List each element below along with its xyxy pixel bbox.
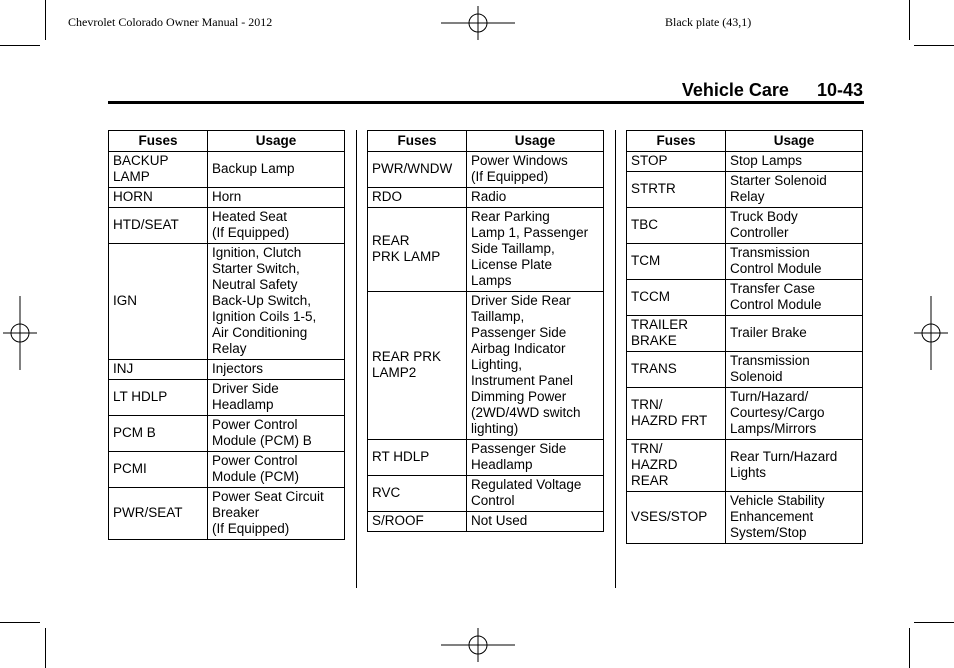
fuse-usage: Backup Lamp (208, 152, 345, 188)
fuse-usage: Rear Turn/Hazard Lights (726, 440, 863, 492)
fuses-column-header: Fuses (109, 131, 208, 152)
fuse-usage: Passenger Side Headlamp (467, 440, 604, 476)
fuse-name: RDO (368, 188, 467, 208)
table-header-row (368, 131, 604, 152)
fuse-name: HTD/SEAT (109, 208, 208, 244)
table-row (109, 244, 345, 360)
fuse-name: STRTR (627, 172, 726, 208)
table-row (627, 316, 863, 352)
table-row (627, 492, 863, 544)
fuse-usage: Horn (208, 188, 345, 208)
crop-mark-top-left-h (0, 45, 40, 46)
fuse-name: TRAILER BRAKE (627, 316, 726, 352)
fuse-usage: Trailer Brake (726, 316, 863, 352)
fuses-column-header: Fuses (368, 131, 467, 152)
fuse-name: PCMI (109, 452, 208, 488)
fuse-name: REAR PRK LAMP (368, 208, 467, 292)
fuse-usage: Truck Body Controller (726, 208, 863, 244)
manual-title: Chevrolet Colorado Owner Manual - 2012 (68, 15, 273, 29)
table-row (109, 380, 345, 416)
table-row (368, 476, 604, 512)
fuse-usage: Ignition, Clutch Starter Switch, Neutral Safety Back-Up Switch, Ignition Coils 1-5, Air Conditioning Relay (208, 244, 345, 360)
table-row (109, 152, 345, 188)
table-row (109, 360, 345, 380)
crop-mark-bottom-right-h (914, 622, 954, 623)
usage-column-header: Usage (467, 131, 604, 152)
fuse-table-3 (626, 130, 863, 544)
crop-mark-top-right-h (914, 45, 954, 46)
page-number: 10-43 (816, 80, 863, 100)
fuse-usage: Power Control Module (PCM) B (208, 416, 345, 452)
fuse-name: TCM (627, 244, 726, 280)
fuse-name: TBC (627, 208, 726, 244)
table-row (368, 292, 604, 440)
crop-mark-top-right-v (909, 0, 910, 40)
fuse-usage: Driver Side Rear Taillamp, Passenger Side Airbag Indicator Lighting, Instrument Panel Dimming Power (2WD/4WD switch lighting) (467, 292, 604, 440)
fuse-usage: Turn/Hazard/ Courtesy/Cargo Lamps/Mirrors (726, 388, 863, 440)
fuse-usage: Driver Side Headlamp (208, 380, 345, 416)
fuse-usage: Regulated Voltage Control (467, 476, 604, 512)
table-row (627, 208, 863, 244)
fuse-name: PWR/SEAT (109, 488, 208, 540)
fuse-usage: Power Windows (If Equipped) (467, 152, 604, 188)
crop-mark-bottom-left-v (45, 628, 46, 668)
fuse-name: TRN/ HAZRD FRT (627, 388, 726, 440)
fuse-usage: Transfer Case Control Module (726, 280, 863, 316)
table-row (627, 244, 863, 280)
fuse-usage: Starter Solenoid Relay (726, 172, 863, 208)
column-divider-1 (356, 130, 357, 588)
fuse-name: BACKUP LAMP (109, 152, 208, 188)
table-row (368, 188, 604, 208)
registration-mark-bottom-icon (441, 628, 515, 662)
table-row (109, 188, 345, 208)
fuse-name: IGN (109, 244, 208, 360)
table-row (627, 152, 863, 172)
fuse-name: REAR PRK LAMP2 (368, 292, 467, 440)
table-row (627, 352, 863, 388)
table-row (627, 388, 863, 440)
fuse-name: RVC (368, 476, 467, 512)
table-row (368, 512, 604, 532)
fuse-usage: Transmission Solenoid (726, 352, 863, 388)
fuse-usage: Transmission Control Module (726, 244, 863, 280)
fuse-table-2 (367, 130, 604, 532)
table-header-row (109, 131, 345, 152)
fuses-column-header: Fuses (627, 131, 726, 152)
fuse-name: TRN/ HAZRD REAR (627, 440, 726, 492)
table-row (368, 152, 604, 188)
section-title: Vehicle Care (681, 80, 789, 100)
column-divider-2 (615, 130, 616, 588)
fuse-name: PCM B (109, 416, 208, 452)
fuse-usage: Vehicle Stability Enhancement System/Stop (726, 492, 863, 544)
table-row (109, 488, 345, 540)
fuse-name: S/ROOF (368, 512, 467, 532)
crop-mark-bottom-right-v (909, 628, 910, 668)
fuse-name: INJ (109, 360, 208, 380)
fuse-name: PWR/WNDW (368, 152, 467, 188)
plate-info: Black plate (43,1) (665, 15, 752, 29)
fuse-usage: Not Used (467, 512, 604, 532)
fuse-name: VSES/STOP (627, 492, 726, 544)
crop-mark-top-left-v (45, 0, 46, 40)
fuse-usage: Stop Lamps (726, 152, 863, 172)
usage-column-header: Usage (208, 131, 345, 152)
table-row (368, 208, 604, 292)
fuse-usage: Rear Parking Lamp 1, Passenger Side Taillamp, License Plate Lamps (467, 208, 604, 292)
table-row (627, 280, 863, 316)
fuse-table-1 (108, 130, 345, 540)
usage-column-header: Usage (726, 131, 863, 152)
fuse-name: RT HDLP (368, 440, 467, 476)
fuse-usage: Heated Seat (If Equipped) (208, 208, 345, 244)
table-row (368, 440, 604, 476)
fuse-name: HORN (109, 188, 208, 208)
table-row (109, 208, 345, 244)
table-row (627, 172, 863, 208)
table-row (627, 440, 863, 492)
table-row (109, 452, 345, 488)
fuse-usage: Power Seat Circuit Breaker (If Equipped) (208, 488, 345, 540)
fuse-name: LT HDLP (109, 380, 208, 416)
fuse-usage: Radio (467, 188, 604, 208)
crop-mark-bottom-left-h (0, 622, 40, 623)
fuse-name: TCCM (627, 280, 726, 316)
fuse-name: TRANS (627, 352, 726, 388)
registration-mark-left-icon (3, 296, 37, 370)
fuse-name: STOP (627, 152, 726, 172)
fuse-usage: Power Control Module (PCM) (208, 452, 345, 488)
table-header-row (627, 131, 863, 152)
section-header (682, 80, 863, 101)
registration-mark-top-icon (441, 6, 515, 40)
registration-mark-right-icon (914, 296, 948, 370)
table-row (109, 416, 345, 452)
fuse-usage: Injectors (208, 360, 345, 380)
header-rule (108, 101, 864, 104)
